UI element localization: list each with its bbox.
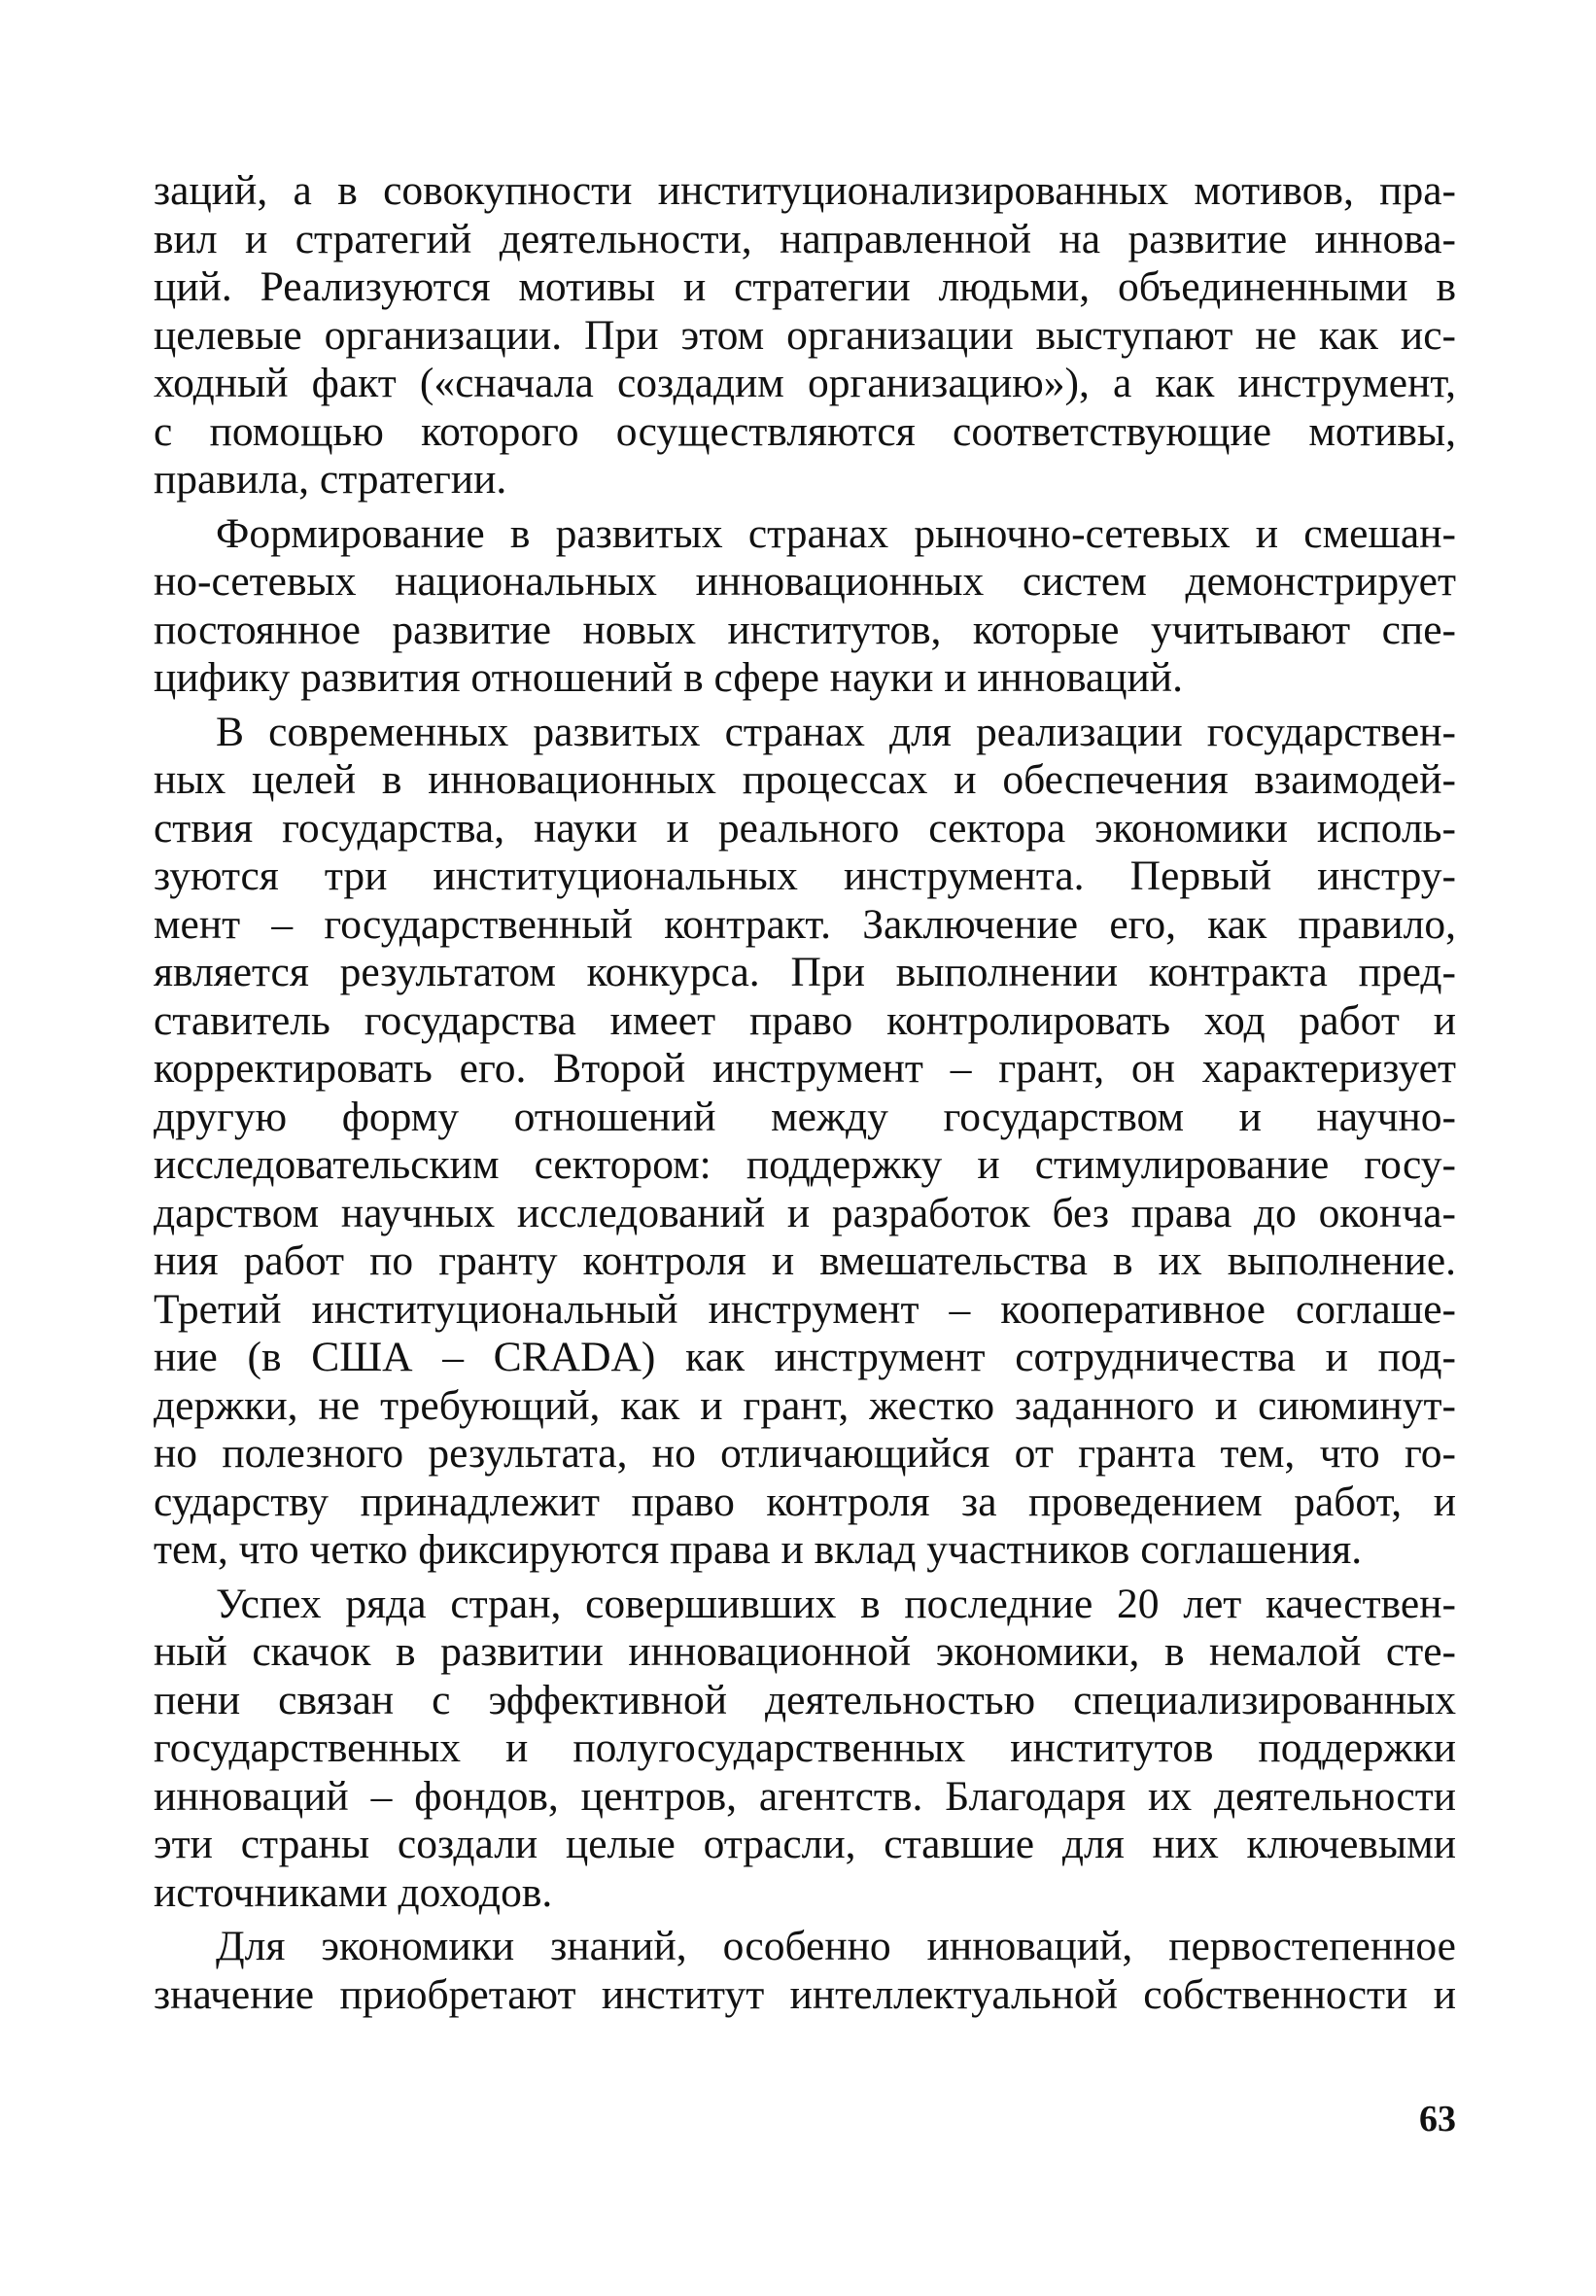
text-line: зуются три институциональных инструмента. Первый инстру- xyxy=(154,852,1456,899)
text-line: ный скачок в развитии инновационной экономики, в немалой сте- xyxy=(154,1628,1456,1675)
text-line: другую форму отношений между государством и научно- xyxy=(154,1093,1456,1140)
paragraph-2 xyxy=(154,510,1456,703)
paragraph-4 xyxy=(154,1581,1456,1918)
text-line: ставитель государства имеет право контролировать ход работ и xyxy=(154,996,1456,1044)
text-line: цифику развития отношений в сфере науки и инноваций. xyxy=(154,654,1183,701)
text-line: с помощью которого осуществляются соответствующие мотивы, xyxy=(154,407,1456,455)
text-line: но полезного результата, но отличающийся от гранта тем, что го- xyxy=(154,1430,1456,1477)
text-line: инноваций – фондов, центров, агентств. Благодаря их деятельности xyxy=(154,1772,1456,1820)
text-line: постоянное развитие новых институтов, которые учитывают спе- xyxy=(154,606,1456,653)
text-line: ходный факт («сначала создадим организацию»), а как инструмент, xyxy=(154,360,1456,406)
text-line: В современных развитых странах для реализации государствен- xyxy=(216,708,1456,755)
text-line: Формирование в развитых странах рыночно-сетевых и смешан- xyxy=(216,509,1456,557)
text-line: ствия государства, науки и реального сектора экономики исполь- xyxy=(154,804,1456,852)
text-line: мент – государственный контракт. Заключение его, как правило, xyxy=(154,900,1456,948)
text-line: ние (в США – CRADA) как инструмент сотрудничества и под- xyxy=(154,1334,1456,1380)
paragraph-1 xyxy=(154,167,1456,504)
text-line: дарством научных исследований и разработок без права до оконча- xyxy=(154,1189,1456,1236)
text-line: держки, не требующий, как и грант, жестко заданного и сиюминут- xyxy=(154,1381,1456,1429)
text-line: целевые организации. При этом организации выступают не как ис- xyxy=(154,311,1456,359)
text-line: эти страны создали целые отрасли, ставшие для них ключевыми xyxy=(154,1821,1456,1867)
paragraph-3 xyxy=(154,709,1456,1575)
text-line: сударству принадлежит право контроля за проведением работ, и xyxy=(154,1478,1456,1525)
paragraph-5 xyxy=(154,1923,1456,2019)
text-line: но-сетевых национальных инновационных систем демонстрирует xyxy=(154,558,1456,605)
text-line: исследовательским сектором: поддержку и стимулирование госу- xyxy=(154,1141,1456,1188)
text-line: пени связан с эффективной деятельностью специализированных xyxy=(154,1676,1456,1723)
text-line: источниками доходов. xyxy=(154,1868,553,1916)
page-body xyxy=(154,167,1456,2019)
text-line: корректировать его. Второй инструмент – грант, он характеризует xyxy=(154,1045,1456,1092)
text-line: вил и стратегий деятельности, направленной на развитие иннова- xyxy=(154,215,1456,262)
text-line: государственных и полугосударственных институтов поддержки xyxy=(154,1724,1456,1771)
text-line: ния работ по гранту контроля и вмешательства в их выполнение. xyxy=(154,1237,1456,1284)
text-line: Для экономики знаний, особенно инноваций, первостепенное xyxy=(216,1923,1456,1969)
text-line: правила, стратегии. xyxy=(154,456,507,503)
text-line: является результатом конкурса. При выполнении контракта пред- xyxy=(154,949,1456,995)
text-line: Третий институциональный инструмент – кооперативное соглаше- xyxy=(154,1285,1456,1333)
text-line: заций, а в совокупности институционализированных мотивов, пра- xyxy=(154,167,1456,214)
page-number: 63 xyxy=(1419,2099,1456,2139)
text-line: ций. Реализуются мотивы и стратегии людьми, объединенными в xyxy=(154,263,1456,310)
text-line: ных целей в инновационных процессах и обеспечения взаимодей- xyxy=(154,756,1456,803)
text-line: значение приобретают институт интеллектуальной собственности и xyxy=(154,1970,1456,2018)
text-line: Успех ряда стран, совершивших в последние 20 лет качествен- xyxy=(216,1580,1456,1627)
text-line: тем, что четко фиксируются права и вклад участников соглашения. xyxy=(154,1526,1363,1573)
